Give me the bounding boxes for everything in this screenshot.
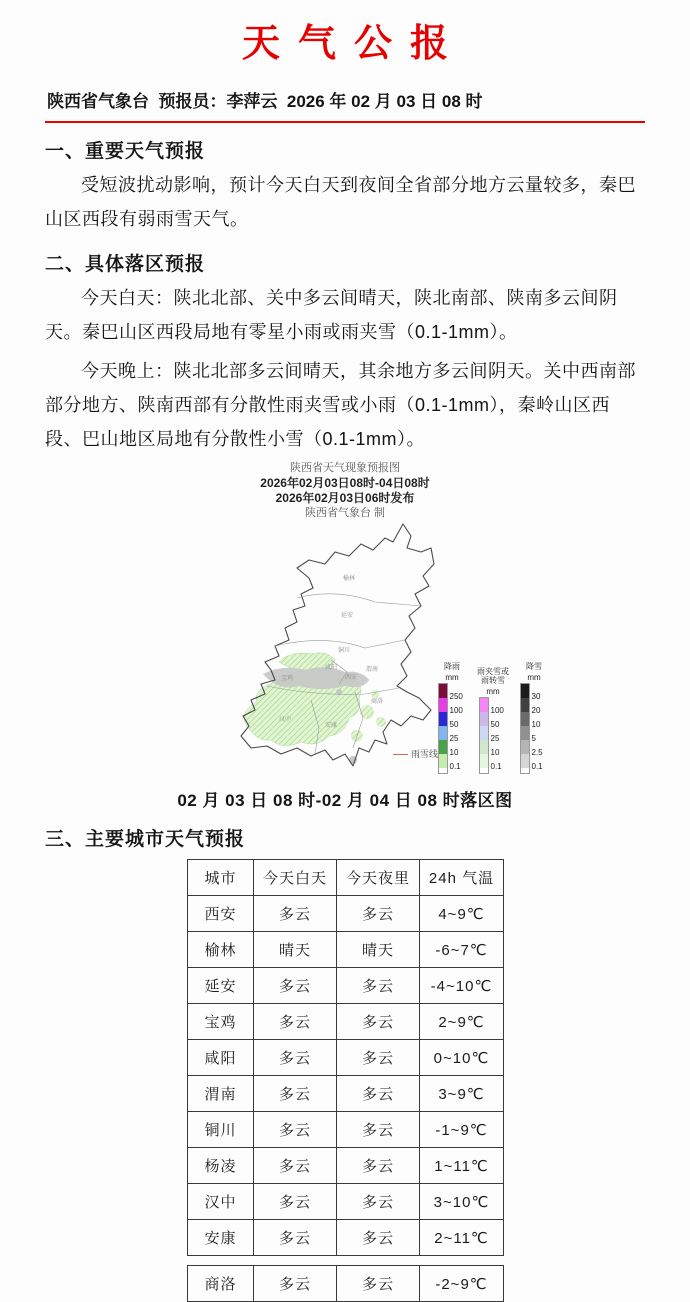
legend-rain-title: 降雨 xyxy=(444,662,460,671)
legend-sleet-unit: mm xyxy=(486,687,500,696)
legend-color-segment xyxy=(521,754,529,768)
cell-day: 多云 xyxy=(254,1004,337,1040)
table-row xyxy=(188,932,504,968)
cell-temp: 1~11℃ xyxy=(420,1148,504,1184)
cell-night: 多云 xyxy=(337,1184,420,1220)
cell-city: 延安 xyxy=(188,968,254,1004)
map-header xyxy=(45,461,645,520)
legend-snow-colorbar xyxy=(520,683,530,774)
section2-heading: 二、具体落区预报 xyxy=(45,254,206,275)
legend-color-segment xyxy=(480,726,488,740)
legend-color-segment xyxy=(439,754,447,768)
cell-day: 多云 xyxy=(254,1148,337,1184)
legend-color-segment xyxy=(480,754,488,768)
legend-tick-label: 10 xyxy=(531,720,541,729)
legend-tick-label: 0.1 xyxy=(490,762,502,771)
cell-city: 榆林 xyxy=(188,932,254,968)
map-city-label: 咸阳 xyxy=(325,665,338,671)
cell-temp: 2~11℃ xyxy=(420,1220,504,1256)
cell-day: 多云 xyxy=(254,968,337,1004)
section3-heading: 三、主要城市天气预报 xyxy=(45,829,246,850)
legend-rain-colorbar xyxy=(438,683,448,774)
cell-city: 汉中 xyxy=(188,1184,254,1220)
legend-tick-label: 10 xyxy=(490,748,500,757)
city-forecast-table xyxy=(187,859,503,1302)
cell-night: 多云 xyxy=(337,896,420,932)
cell-temp: -1~9℃ xyxy=(420,1112,504,1148)
cell-night: 多云 xyxy=(337,1148,420,1184)
legend-color-segment xyxy=(480,712,488,726)
legend-tick-label: 100 xyxy=(490,706,504,715)
legend-snow-unit: mm xyxy=(527,673,541,682)
legend-sleet-title: 雨夹雪或雨转雪 xyxy=(477,667,509,685)
table-row xyxy=(188,1076,504,1112)
cell-night: 多云 xyxy=(337,1040,420,1076)
col-header-night: 今天夜里 xyxy=(337,860,420,896)
map-city-label: 延安 xyxy=(341,613,354,619)
legend-tick-label: 50 xyxy=(449,720,459,729)
legend-tick-label: 0.1 xyxy=(531,762,543,771)
legend-tick-label: 20 xyxy=(531,706,541,715)
table-row xyxy=(188,896,504,932)
table-row xyxy=(188,1004,504,1040)
map-city-label: 渭南 xyxy=(366,667,379,673)
legend-tick-label: 25 xyxy=(449,734,459,743)
cell-city: 咸阳 xyxy=(188,1040,254,1076)
map-city-label: 安康 xyxy=(325,723,338,729)
isoline-label: 雨雪线 xyxy=(411,749,439,759)
cell-city: 渭南 xyxy=(188,1076,254,1112)
cell-temp: 2~9℃ xyxy=(420,1004,504,1040)
legend-tick-label: 10 xyxy=(449,748,459,757)
col-header-day: 今天白天 xyxy=(254,860,337,896)
legend-snow xyxy=(517,662,551,774)
cell-city: 西安 xyxy=(188,896,254,932)
legend-sleet-colorbar xyxy=(479,697,489,774)
table-row xyxy=(188,1040,504,1076)
col-header-city: 城市 xyxy=(188,860,254,896)
legend-snow-ticks xyxy=(530,683,549,774)
legend-color-segment xyxy=(521,684,529,698)
cell-day: 多云 xyxy=(254,1220,337,1256)
legend-snow-title: 降雪 xyxy=(526,662,542,671)
page-title: 天气公报 xyxy=(241,23,466,65)
table-row xyxy=(188,1184,504,1220)
cell-day: 多云 xyxy=(254,1112,337,1148)
legend-rain xyxy=(435,662,469,774)
legend-rain-ticks xyxy=(448,683,467,774)
table-header-row xyxy=(188,860,504,896)
legend-color-segment xyxy=(521,726,529,740)
legend-sleet-ticks xyxy=(489,697,508,774)
cell-temp: 4~9℃ xyxy=(420,896,504,932)
legend-tick-label: 250 xyxy=(449,692,463,701)
map-caption: 02 月 03 日 08 时-02 月 04 日 08 时落区图 xyxy=(177,791,513,810)
isoline-key xyxy=(393,747,438,760)
cell-city: 宝鸡 xyxy=(188,1004,254,1040)
legend-tick-label: 30 xyxy=(531,692,541,701)
map-city-label: 西安 xyxy=(345,675,358,681)
cell-temp: -2~9℃ xyxy=(420,1266,504,1302)
col-header-temp: 24h 气温 xyxy=(420,860,504,896)
map-rain-area xyxy=(244,653,386,746)
cell-day: 多云 xyxy=(254,1184,337,1220)
cell-temp: -4~10℃ xyxy=(420,968,504,1004)
cell-day: 多云 xyxy=(254,1040,337,1076)
legend-tick-label: 5 xyxy=(531,734,536,743)
bulletin-meta-line: 陕西省气象台 预报员：李萍云 2026 年 02 月 03 日 08 时 xyxy=(45,87,645,123)
cell-city: 铜川 xyxy=(188,1112,254,1148)
legend-tick-label: 50 xyxy=(490,720,500,729)
cell-day: 多云 xyxy=(254,1076,337,1112)
cell-temp: 3~10℃ xyxy=(420,1184,504,1220)
section2-paragraph-night: 今天晚上：陕北北部多云间晴天，其余地方多云间阴天。关中西南部部分地方、陕南西部有分散性雨夹雪或小雨（0.1-1mm），秦岭山区西段、巴山地区局地有分散性小雪（0.1-1mm）。 xyxy=(45,361,636,449)
map-title: 陕西省天气现象预报图 xyxy=(290,462,400,474)
cell-night: 多云 xyxy=(337,1112,420,1148)
cell-city: 安康 xyxy=(188,1220,254,1256)
isoline-dash-icon xyxy=(393,754,408,755)
legend-color-segment xyxy=(439,684,447,698)
legend-tick-label: 100 xyxy=(449,706,463,715)
legend-tick-label: 25 xyxy=(490,734,500,743)
table-row xyxy=(188,1220,504,1256)
legend-tick-label: 2.5 xyxy=(531,748,543,757)
forecast-map xyxy=(105,522,585,776)
map-legend xyxy=(435,662,551,774)
legend-color-segment xyxy=(521,698,529,712)
map-valid-time: 2026年02月03日08时-04日08时 xyxy=(260,476,430,490)
cell-night: 多云 xyxy=(337,1076,420,1112)
section1-paragraph: 受短波扰动影响，预计今天白天到夜间全省部分地方云量较多，秦巴山区西段有弱雨雪天气。 xyxy=(45,175,636,229)
legend-color-segment xyxy=(439,740,447,754)
map-city-label: 榆林 xyxy=(343,576,356,582)
legend-color-segment xyxy=(521,740,529,754)
cell-day: 多云 xyxy=(254,896,337,932)
map-issue-time: 2026年02月03日06时发布 xyxy=(275,491,415,505)
cell-city: 杨凌 xyxy=(188,1148,254,1184)
map-city-label: 宝鸡 xyxy=(281,676,294,682)
cell-night: 多云 xyxy=(337,968,420,1004)
cell-temp: -6~7℃ xyxy=(420,932,504,968)
legend-sleet xyxy=(476,667,510,774)
cell-city: 商洛 xyxy=(188,1266,254,1302)
map-city-label: 商洛 xyxy=(371,699,384,705)
cell-night: 多云 xyxy=(337,1220,420,1256)
cell-night: 多云 xyxy=(337,1266,420,1302)
cell-night: 多云 xyxy=(337,1004,420,1040)
table-row xyxy=(188,1112,504,1148)
cell-temp: 0~10℃ xyxy=(420,1040,504,1076)
section2-paragraph-day: 今天白天：陕北北部、关中多云间晴天，陕北南部、陕南多云间阴天。秦巴山区西段局地有零星小雨或雨夹雪（0.1-1mm）。 xyxy=(45,288,618,342)
legend-rain-unit: mm xyxy=(445,673,459,682)
table-row xyxy=(188,968,504,1004)
legend-color-segment xyxy=(439,712,447,726)
legend-tick-label: 0.1 xyxy=(449,762,461,771)
cell-day: 多云 xyxy=(254,1266,337,1302)
legend-color-segment xyxy=(480,698,488,712)
legend-color-segment xyxy=(480,740,488,754)
section1-heading: 一、重要天气预报 xyxy=(45,141,206,162)
legend-color-segment xyxy=(439,698,447,712)
legend-color-segment xyxy=(439,726,447,740)
cell-night: 晴天 xyxy=(337,932,420,968)
map-producer: 陕西省气象台 制 xyxy=(304,507,386,519)
table-row xyxy=(188,1148,504,1184)
map-city-label: 汉中 xyxy=(279,717,292,723)
legend-color-segment xyxy=(521,712,529,726)
map-city-label: 铜川 xyxy=(338,648,351,654)
cell-day: 晴天 xyxy=(254,932,337,968)
cell-temp: 3~9℃ xyxy=(420,1076,504,1112)
